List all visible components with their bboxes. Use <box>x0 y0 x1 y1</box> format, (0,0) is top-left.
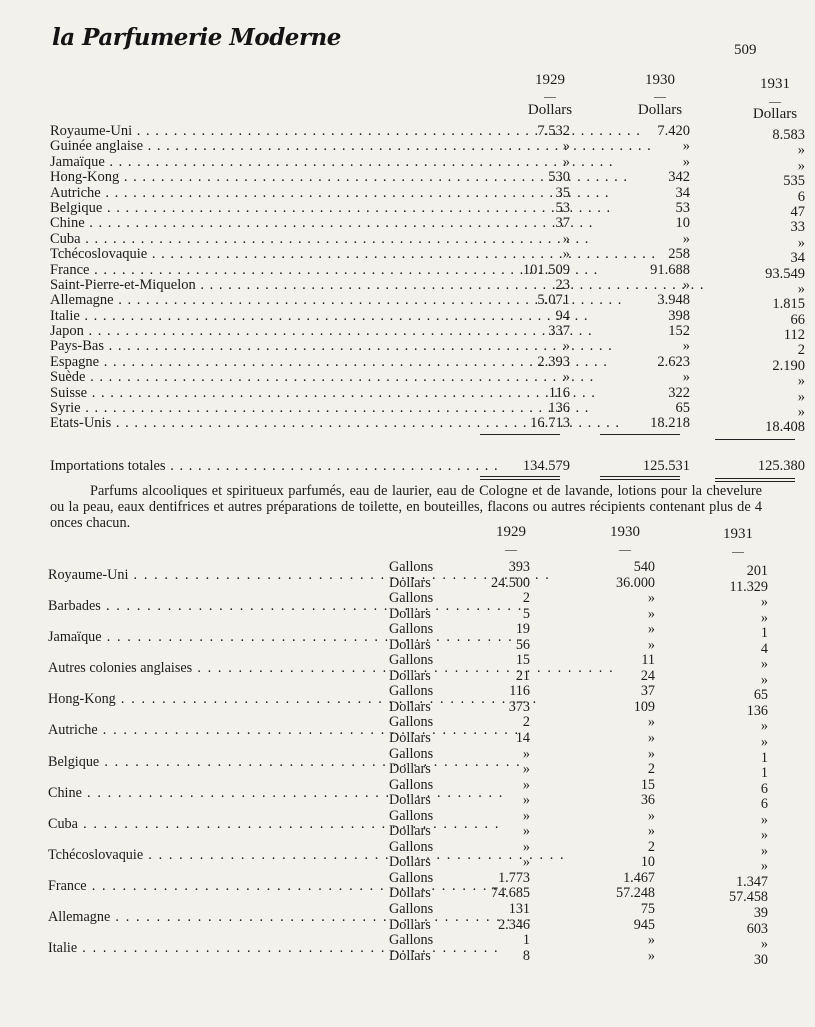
value-cell: 1 <box>760 625 768 642</box>
country-label: Suisse . . . <box>50 386 420 401</box>
value-cell: 11.329 <box>729 578 768 595</box>
value-cell: 1.347 <box>736 873 768 890</box>
country-label: Guinée anglaise . . . <box>50 139 420 154</box>
unit-label: Dollars <box>389 698 431 715</box>
country-label: Espagne . . . <box>50 355 420 370</box>
value-cell: » <box>760 827 768 844</box>
unit-label: Gallons <box>389 652 434 669</box>
value-cell: 6 <box>797 188 805 205</box>
total-rule <box>715 481 795 482</box>
value-cell: » <box>760 936 768 953</box>
value-cell: 1.773 <box>498 869 530 886</box>
value-cell: 101.509 <box>522 261 570 278</box>
value-cell: 945 <box>633 916 655 933</box>
unit-label: Gallons <box>389 683 434 700</box>
country-label: Syrie . . . <box>50 401 420 416</box>
value-cell: 15 <box>640 776 655 793</box>
value-cell: » <box>562 153 570 170</box>
value-cell: 18.408 <box>765 419 805 436</box>
value-cell: 66 <box>790 311 805 328</box>
value-cell: 540 <box>633 559 655 575</box>
unit-label: Gallons <box>389 714 434 731</box>
value-cell: » <box>797 234 805 251</box>
value-cell: 337 <box>548 323 570 340</box>
value-cell: 131 <box>508 901 530 918</box>
year-1929: 1929 <box>496 524 526 540</box>
table-row <box>50 184 805 205</box>
value-cell: 19 <box>515 621 530 638</box>
value-cell: 37 <box>555 215 570 232</box>
value-cell: 1 <box>522 932 530 949</box>
value-cell: » <box>797 280 805 297</box>
value-cell: » <box>562 138 570 155</box>
value-cell: 8 <box>522 947 530 964</box>
value-cell: » <box>522 745 530 762</box>
unit-label: Gallons <box>389 838 434 855</box>
value-cell: 2 <box>647 838 655 855</box>
value-cell: 535 <box>783 173 805 190</box>
value-cell: 322 <box>668 384 690 401</box>
unit-1931: Dollars <box>752 106 798 122</box>
total-rule <box>715 478 795 479</box>
value-cell: » <box>682 276 690 293</box>
value-cell: » <box>760 671 768 688</box>
value-cell: » <box>682 138 690 155</box>
value-cell: 75 <box>640 901 655 918</box>
value-cell: » <box>760 594 768 611</box>
unit-label: Gallons <box>389 776 434 793</box>
value-cell: 53 <box>675 199 690 216</box>
value-cell: 24.500 <box>490 574 530 591</box>
value-cell: » <box>647 636 655 653</box>
value-cell: 94 <box>555 307 570 324</box>
value-cell: 530 <box>548 169 570 186</box>
value-cell: » <box>562 230 570 247</box>
value-cell: » <box>760 734 768 751</box>
country-label: Cuba . . . <box>50 232 420 247</box>
dash-1929: — <box>544 89 556 103</box>
value-cell: 5.071 <box>537 292 570 309</box>
table-row <box>50 153 805 174</box>
dash-1931: — <box>732 544 744 558</box>
value-cell: 2.393 <box>537 353 570 370</box>
value-cell: » <box>797 157 805 174</box>
unit-1929: Dollars <box>527 102 573 118</box>
country-label: Japon . . . <box>50 324 420 339</box>
value-cell: 56 <box>515 636 530 653</box>
value-cell: 35 <box>555 184 570 201</box>
section-description: Parfums alcooliques et spiritueux parfumés, eau de laurier, eau de Cologne et de lavande, lotions pour la chevelure ou la peau, eaux dentifrices et autres préparations de toilette, en bouteilles, flacons ou autres récipients contenant plus de 4 onces chacun. <box>50 483 762 532</box>
value-cell: » <box>562 338 570 355</box>
value-cell: 65 <box>753 687 768 704</box>
unit-label: Dollars <box>389 885 431 902</box>
value-cell: 36.000 <box>615 574 655 591</box>
value-cell: 152 <box>668 323 690 340</box>
value-cell: 53 <box>555 199 570 216</box>
dash-1929: — <box>505 542 517 556</box>
value-cell: » <box>760 718 768 735</box>
value-cell: 258 <box>668 246 690 263</box>
value-cell: » <box>797 373 805 390</box>
value-cell: » <box>647 823 655 840</box>
unit-label: Gallons <box>389 901 434 918</box>
value-cell: 2 <box>522 714 530 731</box>
country-label: Autriche . . . <box>50 186 420 201</box>
value-cell: » <box>647 745 655 762</box>
value-cell: 2.346 <box>498 916 530 933</box>
value-cell: 342 <box>668 169 690 186</box>
dash-1931: — <box>769 94 781 108</box>
year-1931: 1931 <box>760 76 790 92</box>
table-row <box>50 276 805 297</box>
value-cell: 14 <box>515 730 530 747</box>
value-cell: 91.688 <box>650 261 690 278</box>
table-row <box>50 400 805 421</box>
total-1931: 125.380 <box>757 457 805 474</box>
table-row <box>50 338 805 359</box>
country-label: Tchécoslovaquie . . . <box>48 848 333 864</box>
value-cell: 603 <box>746 920 768 937</box>
value-cell: 30 <box>753 951 768 968</box>
country-label: Hong-Kong . . . <box>50 170 420 185</box>
table1-body <box>50 123 805 436</box>
value-cell: 2 <box>522 590 530 607</box>
country-label: Royaume-Uni . . . <box>50 124 420 139</box>
value-cell: » <box>647 605 655 622</box>
value-cell: » <box>682 230 690 247</box>
total-rule <box>480 434 560 435</box>
table-row <box>50 369 805 390</box>
value-cell: 393 <box>508 559 530 575</box>
value-cell: » <box>797 388 805 405</box>
unit-label: Dollars <box>389 854 431 871</box>
dash-1930: — <box>619 542 631 556</box>
value-cell: » <box>682 153 690 170</box>
country-label: Chine . . . <box>50 216 420 231</box>
value-cell: » <box>522 838 530 855</box>
value-cell: » <box>562 369 570 386</box>
country-label: Suède . . . <box>50 370 420 385</box>
value-cell: » <box>682 369 690 386</box>
unit-label: Gallons <box>389 590 434 607</box>
value-cell: 8.583 <box>772 127 805 143</box>
value-cell: 116 <box>509 683 530 700</box>
table-row <box>50 384 805 405</box>
value-cell: 201 <box>746 563 768 579</box>
value-cell: 6 <box>760 796 768 813</box>
value-cell: 398 <box>668 307 690 324</box>
value-cell: 11 <box>641 652 655 669</box>
table-row <box>50 307 805 328</box>
country-label: Autres colonies anglaises . . . <box>48 661 333 677</box>
total-rule <box>600 434 680 435</box>
unit-label: Gallons <box>389 932 434 949</box>
value-cell: » <box>522 776 530 793</box>
value-cell: 10 <box>675 215 690 232</box>
value-cell: » <box>647 807 655 824</box>
value-cell: » <box>522 854 530 871</box>
value-cell: 6 <box>760 780 768 797</box>
value-cell: 1 <box>760 749 768 766</box>
value-cell: 23 <box>555 276 570 293</box>
country-label: Etats-Unis . . . <box>50 416 420 431</box>
total-rules <box>50 432 770 444</box>
unit-label: Dollars <box>389 574 431 591</box>
value-cell: 109 <box>633 698 655 715</box>
country-label: Belgique . . . <box>48 755 333 771</box>
value-cell: 18.218 <box>650 415 690 432</box>
country-label: Barbades . . . <box>48 599 333 615</box>
total-label: Importations totales . . . <box>50 454 430 478</box>
unit-label: Dollars <box>389 730 431 747</box>
country-label: Jamaïque . . . <box>48 630 333 646</box>
value-cell: 39 <box>753 905 768 922</box>
table-row <box>50 261 805 282</box>
value-cell: » <box>682 338 690 355</box>
value-cell: 24 <box>640 667 655 684</box>
unit-label: Gallons <box>389 745 434 762</box>
table-row <box>50 123 805 143</box>
unit-label: Dollars <box>389 636 431 653</box>
value-cell: 93.549 <box>765 265 805 282</box>
value-cell: » <box>522 807 530 824</box>
value-cell: » <box>647 730 655 747</box>
value-cell: 34 <box>675 184 690 201</box>
value-cell: » <box>647 621 655 638</box>
total-rule <box>715 439 795 440</box>
table-row <box>50 199 805 220</box>
table1-header <box>50 72 798 124</box>
total-row <box>50 454 805 478</box>
country-label: Tchécoslovaquie . . . <box>50 247 420 262</box>
total-rule <box>600 479 680 480</box>
country-label: Allemagne . . . <box>48 910 333 926</box>
table-row <box>50 138 805 159</box>
unit-label: Dollars <box>389 823 431 840</box>
value-cell: 7.532 <box>537 123 570 139</box>
country-label: Autriche . . . <box>48 723 333 739</box>
value-cell: 136 <box>746 702 768 719</box>
value-cell: 21 <box>515 667 530 684</box>
country-label: Italie . . . <box>48 941 333 957</box>
value-cell: 2 <box>647 761 655 778</box>
value-cell: » <box>647 947 655 964</box>
table-row <box>50 230 805 251</box>
unit-label: Dollars <box>389 792 431 809</box>
table2-header <box>48 522 768 560</box>
table2-body <box>48 559 768 968</box>
value-cell: 74.685 <box>490 885 530 902</box>
value-cell: » <box>522 823 530 840</box>
value-cell: » <box>760 842 768 859</box>
table-row <box>50 169 805 190</box>
unit-label: Gallons <box>389 807 434 824</box>
dash-1930: — <box>654 89 666 103</box>
value-cell: 33 <box>790 219 805 236</box>
total-1929: 134.579 <box>522 457 570 474</box>
value-cell: 47 <box>790 203 805 220</box>
table-row <box>50 415 805 436</box>
value-cell: » <box>760 811 768 828</box>
unit-label: Gallons <box>389 621 434 638</box>
value-cell: 1 <box>760 765 768 782</box>
value-cell: » <box>647 590 655 607</box>
country-label: Italie . . . <box>50 309 420 324</box>
value-cell: » <box>797 404 805 421</box>
unit-label: Dollars <box>389 947 431 964</box>
value-cell: 136 <box>548 400 570 417</box>
unit-label: Gallons <box>389 559 434 575</box>
value-cell: 37 <box>640 683 655 700</box>
page-number: 509 <box>734 42 757 58</box>
value-cell: 34 <box>790 250 805 267</box>
value-cell: 10 <box>640 854 655 871</box>
value-cell: » <box>647 714 655 731</box>
total-rule <box>600 476 680 477</box>
total-rule <box>480 476 560 477</box>
value-cell: » <box>647 932 655 949</box>
year-1930: 1930 <box>645 72 675 88</box>
table-row <box>50 215 805 236</box>
total-rule <box>480 479 560 480</box>
value-cell: 57.458 <box>728 889 768 906</box>
year-1931: 1931 <box>723 526 753 542</box>
table-row <box>50 353 805 374</box>
unit-label: Dollars <box>389 605 431 622</box>
value-cell: 1.467 <box>623 869 655 886</box>
imports-table-2 <box>48 522 768 968</box>
value-cell: 65 <box>675 400 690 417</box>
value-cell: 2.623 <box>657 353 690 370</box>
value-cell: 112 <box>783 327 805 344</box>
table-row <box>50 323 805 344</box>
unit-label: Dollars <box>389 916 431 933</box>
country-label: Chine . . . <box>48 786 333 802</box>
value-cell: » <box>522 792 530 809</box>
value-cell: 373 <box>508 698 530 715</box>
country-label: Cuba . . . <box>48 817 333 833</box>
value-cell: 57.248 <box>615 885 655 902</box>
table-row <box>50 292 805 313</box>
value-cell: 3.948 <box>657 292 690 309</box>
total-1930: 125.531 <box>642 457 690 474</box>
country-label: France . . . <box>48 879 333 895</box>
value-cell: » <box>522 761 530 778</box>
value-cell: » <box>562 246 570 263</box>
value-cell: 2.190 <box>772 357 805 374</box>
country-label: Belgique . . . <box>50 201 420 216</box>
value-cell: » <box>760 858 768 875</box>
value-cell: 16.713 <box>530 415 570 432</box>
year-1930: 1930 <box>610 524 640 540</box>
country-label: Saint-Pierre-et-Miquelon . . . <box>50 278 420 293</box>
country-label: Jamaïque . . . <box>50 155 420 170</box>
value-cell: 5 <box>522 605 530 622</box>
country-label: France . . . <box>50 263 420 278</box>
table-row <box>50 246 805 267</box>
value-cell: 4 <box>760 640 768 657</box>
country-label: Pays-Bas . . . <box>50 339 420 354</box>
value-cell: 1.815 <box>772 296 805 313</box>
country-label: Royaume-Uni . . . <box>48 568 333 584</box>
value-cell: 2 <box>797 342 805 359</box>
year-1929: 1929 <box>535 72 565 88</box>
unit-label: Dollars <box>389 667 431 684</box>
value-cell: » <box>760 656 768 673</box>
unit-label: Gallons <box>389 869 434 886</box>
value-cell: 15 <box>515 652 530 669</box>
value-cell: » <box>760 609 768 626</box>
masthead-logo: la Parfumerie Moderne <box>52 24 341 51</box>
value-cell: 7.420 <box>657 123 690 139</box>
country-label: Hong-Kong . . . <box>48 692 333 708</box>
unit-1930: Dollars <box>637 102 683 118</box>
country-label: Allemagne . . . <box>50 293 420 308</box>
unit-label: Dollars <box>389 761 431 778</box>
value-cell: » <box>797 142 805 159</box>
imports-table-1 <box>50 72 805 478</box>
value-cell: 36 <box>640 792 655 809</box>
value-cell: 116 <box>548 384 570 401</box>
